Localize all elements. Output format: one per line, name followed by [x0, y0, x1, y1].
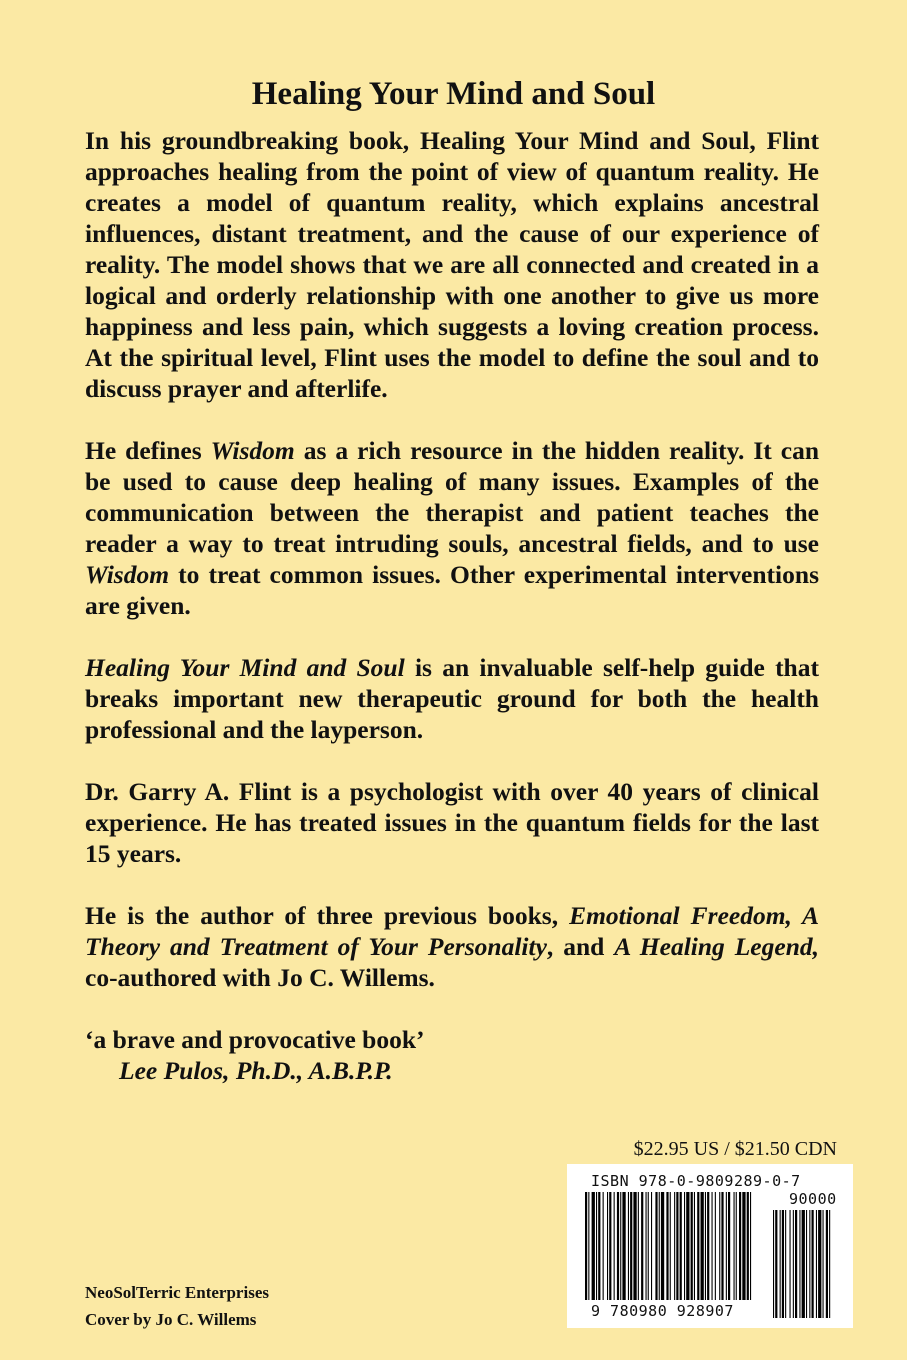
emphasis-title: Healing Your Mind and Soul: [85, 653, 405, 682]
barcode-bar: [734, 1192, 735, 1300]
barcode: [567, 1164, 853, 1328]
barcode-bar: [750, 1192, 751, 1300]
barcode-bar: [648, 1192, 649, 1300]
barcode-bar: [641, 1192, 643, 1300]
barcode-bar: [633, 1192, 636, 1300]
barcode-bar: [646, 1192, 647, 1300]
publisher-name: NeoSolTerric Enterprises: [85, 1283, 269, 1302]
barcode-bar: [793, 1210, 794, 1318]
barcode-bar: [823, 1210, 824, 1318]
barcode-bar: [809, 1210, 810, 1318]
emphasis-book-title: A Healing Legend,: [614, 932, 819, 961]
barcode-bar: [655, 1192, 657, 1300]
barcode-bar: [773, 1210, 774, 1318]
barcode-bar: [659, 1192, 660, 1300]
barcode-bar: [609, 1192, 611, 1300]
barcode-bar: [630, 1192, 632, 1300]
emphasis-wisdom: Wisdom: [210, 436, 295, 465]
book-title: Healing Your Mind and Soul: [251, 76, 656, 112]
barcode-bar: [614, 1192, 615, 1300]
barcode-bar: [607, 1192, 608, 1300]
paragraph-author-bio: Dr. Garry A. Flint is a psychologist with over 40 years of clinical experience. He has treated issues in the quantum fields for the last 15 years.: [85, 777, 819, 868]
barcode-bar: [680, 1192, 682, 1300]
price-label: $22.95 US / $21.50 CDN: [633, 1138, 837, 1160]
barcode-bar: [592, 1192, 595, 1300]
barcode-bar: [670, 1192, 671, 1300]
emphasis-book-titles: Emotional Freedom, A Theory and Treatment of Your Personality: [85, 901, 819, 961]
text-span: to treat common issues. Other experimental interventions are given.: [85, 560, 819, 620]
barcode-bar: [585, 1192, 587, 1300]
price-code: 90000: [789, 1190, 837, 1208]
barcode-bar: [715, 1192, 716, 1300]
text-span: , and: [546, 932, 615, 961]
review-attribution: Lee Pulos, Ph.D., A.B.P.P.: [119, 1056, 393, 1085]
barcode-bar: [812, 1210, 814, 1318]
emphasis-wisdom: Wisdom: [85, 560, 170, 589]
barcode-bar: [701, 1192, 704, 1300]
barcode-bar: [775, 1210, 777, 1318]
text-span: co-authored with Jo C. Willems.: [85, 963, 435, 992]
barcode-bar: [603, 1192, 604, 1300]
barcode-bar: [739, 1192, 741, 1300]
barcode-bar: [674, 1192, 675, 1300]
isbn-label: ISBN 978-0-9809289-0-7: [591, 1172, 801, 1190]
barcode-bar: [588, 1192, 589, 1300]
barcode-bar: [728, 1192, 730, 1300]
text-span: as a rich resource in the hidden reality. It can be used to cause deep healing of many issues. Examples of the communication between the therapist and patient teaches the reader a way to treat intruding souls, ancestral fields, and to use: [85, 436, 819, 558]
barcode-bar: [736, 1192, 737, 1300]
paragraph-intro: In his groundbreaking book, Healing Your Mind and Soul, Flint approaches healing from the point of view of quantum reality. He creates a model of quantum reality, which explains ancestral influences, distant treatment, and the cause of our experience of reality. The model shows that we are all connected and created in a logical and orderly relationship with one another to give us more happiness and less pain, which suggests a loving creation process. At the spiritual level, Flint uses the model to define the soul and to discuss prayer and afterlife.: [85, 126, 819, 403]
barcode-bar: [694, 1192, 695, 1300]
barcode-bar: [697, 1192, 699, 1300]
barcode-bar: [620, 1192, 621, 1300]
barcode-bar: [799, 1210, 800, 1318]
blurb: [85, 125, 819, 1086]
paragraph-guide: [85, 652, 819, 745]
barcode-bar: [780, 1210, 781, 1318]
text-span: He is the author of three previous books,: [85, 901, 570, 930]
barcode-bar: [785, 1210, 786, 1318]
barcode-bar: [638, 1192, 639, 1300]
barcode-bar: [666, 1192, 668, 1300]
barcode-bar: [829, 1210, 830, 1318]
text-span: is an invaluable self-help guide that breaks important new therapeutic ground for both the health professional and the layperson.: [85, 653, 819, 744]
barcode-bar: [747, 1192, 749, 1300]
barcode-bar: [705, 1192, 706, 1300]
paragraph-wisdom: [85, 435, 819, 621]
text-span: He defines: [85, 436, 211, 465]
barcode-bar: [719, 1192, 720, 1300]
barcode-bar: [782, 1210, 784, 1318]
barcode-bar: [617, 1192, 619, 1300]
barcode-bar: [795, 1210, 797, 1318]
barcode-bar: [707, 1192, 709, 1300]
barcode-bar: [790, 1210, 791, 1318]
barcode-bar: [598, 1192, 600, 1300]
barcode-bar: [818, 1210, 821, 1318]
barcode-bar: [686, 1192, 689, 1300]
barcode-bar: [676, 1192, 678, 1300]
barcode-bar: [712, 1192, 713, 1300]
barcode-bar: [816, 1210, 817, 1318]
barcode-bar: [802, 1210, 805, 1318]
barcode-bar: [691, 1192, 693, 1300]
barcode-bar: [726, 1192, 727, 1300]
publisher-credits: [85, 1279, 269, 1333]
barcode-bar: [684, 1192, 685, 1300]
barcode-bar: [596, 1192, 597, 1300]
barcode-bar: [806, 1210, 807, 1318]
barcode-bar: [628, 1192, 629, 1300]
barcode-bar: [826, 1210, 828, 1318]
barcode-bar: [721, 1192, 723, 1300]
ean-number: 9 780980 928907: [591, 1302, 734, 1320]
barcode-bar: [742, 1192, 745, 1300]
barcode-bar: [661, 1192, 664, 1300]
review-quote: ‘a brave and provocative book’: [85, 1025, 425, 1054]
barcode-bar: [651, 1192, 652, 1300]
cover-credit: Cover by Jo C. Willems: [85, 1310, 257, 1329]
barcode-bar: [622, 1192, 625, 1300]
paragraph-previous-books: [85, 900, 819, 993]
